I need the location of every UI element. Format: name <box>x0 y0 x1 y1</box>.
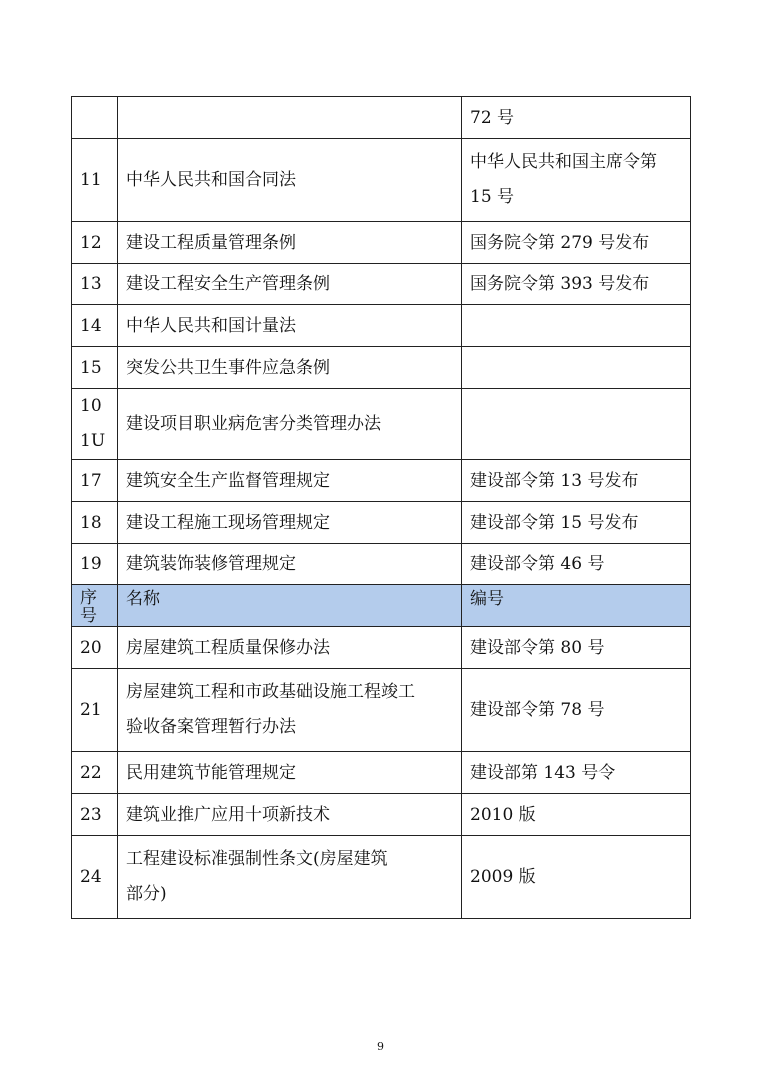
row-code: 建设部令第 80 号 <box>462 627 691 669</box>
row-code: 建设部令第 13 号发布 <box>462 460 691 502</box>
row-code: 国务院令第 279 号发布 <box>462 222 691 264</box>
row-name: 中华人民共和国合同法 <box>118 139 462 222</box>
row-name <box>118 836 462 919</box>
row-code <box>462 347 691 389</box>
table-row <box>72 389 691 460</box>
table-row <box>72 264 691 305</box>
row-number: 11 <box>72 139 118 222</box>
table-row <box>72 460 691 502</box>
row-number-line: 1U <box>80 431 106 451</box>
row-name: 建筑业推广应用十项新技术 <box>118 794 462 836</box>
row-number <box>72 389 118 460</box>
row-number: 17 <box>72 460 118 502</box>
row-name: 建筑安全生产监督管理规定 <box>118 460 462 502</box>
row-number: 14 <box>72 305 118 347</box>
row-code: 建设部令第 78 号 <box>462 669 691 752</box>
row-name-line: 工程建设标准强制性条文(房屋建筑 <box>126 849 388 869</box>
row-name: 突发公共卫生事件应急条例 <box>118 347 462 389</box>
row-number: 12 <box>72 222 118 264</box>
row-name: 民用建筑节能管理规定 <box>118 752 462 794</box>
table-row <box>72 669 691 752</box>
table-row <box>72 347 691 389</box>
table-row <box>72 502 691 544</box>
row-number: 21 <box>72 669 118 752</box>
row-name: 建筑装饰装修管理规定 <box>118 544 462 585</box>
header-name: 名称 <box>118 585 462 627</box>
header-number-line: 号 <box>80 606 97 626</box>
row-code <box>462 389 691 460</box>
table-header-row <box>72 585 691 627</box>
table-row <box>72 222 691 264</box>
table-row <box>72 139 691 222</box>
row-code <box>462 305 691 347</box>
table-row <box>72 794 691 836</box>
row-name <box>118 669 462 752</box>
row-code: 建设部第 143 号令 <box>462 752 691 794</box>
row-code-line: 中华人民共和国主席令第 <box>470 152 657 172</box>
row-number: 15 <box>72 347 118 389</box>
page-number: 9 <box>377 1040 384 1053</box>
row-name-line: 房屋建筑工程和市政基础设施工程竣工 <box>126 682 415 702</box>
row-name <box>118 97 462 139</box>
row-name: 建设工程施工现场管理规定 <box>118 502 462 544</box>
row-name-line: 部分) <box>126 884 167 904</box>
regulations-table <box>71 96 691 919</box>
row-code: 2010 版 <box>462 794 691 836</box>
header-number <box>72 585 118 627</box>
row-number: 13 <box>72 264 118 305</box>
table-body <box>72 97 691 919</box>
row-name: 中华人民共和国计量法 <box>118 305 462 347</box>
table-row <box>72 544 691 585</box>
row-number: 22 <box>72 752 118 794</box>
row-number: 23 <box>72 794 118 836</box>
row-number-line: 10 <box>80 396 102 416</box>
row-code: 建设部令第 15 号发布 <box>462 502 691 544</box>
table-row <box>72 752 691 794</box>
header-number-line: 序 <box>80 588 97 608</box>
table-row <box>72 97 691 139</box>
row-name: 建设项目职业病危害分类管理办法 <box>118 389 462 460</box>
header-code: 编号 <box>462 585 691 627</box>
row-code-line: 15 号 <box>470 187 515 207</box>
row-code: 国务院令第 393 号发布 <box>462 264 691 305</box>
row-number: 19 <box>72 544 118 585</box>
row-code: 2009 版 <box>462 836 691 919</box>
table-row <box>72 627 691 669</box>
row-name: 房屋建筑工程质量保修办法 <box>118 627 462 669</box>
row-name: 建设工程质量管理条例 <box>118 222 462 264</box>
row-code: 建设部令第 46 号 <box>462 544 691 585</box>
table-row <box>72 305 691 347</box>
row-code: 72 号 <box>462 97 691 139</box>
table-row <box>72 836 691 919</box>
row-number: 20 <box>72 627 118 669</box>
row-number: 18 <box>72 502 118 544</box>
row-name-line: 验收备案管理暂行办法 <box>126 717 296 737</box>
row-number: 24 <box>72 836 118 919</box>
row-number <box>72 97 118 139</box>
row-code <box>462 139 691 222</box>
row-name: 建设工程安全生产管理条例 <box>118 264 462 305</box>
